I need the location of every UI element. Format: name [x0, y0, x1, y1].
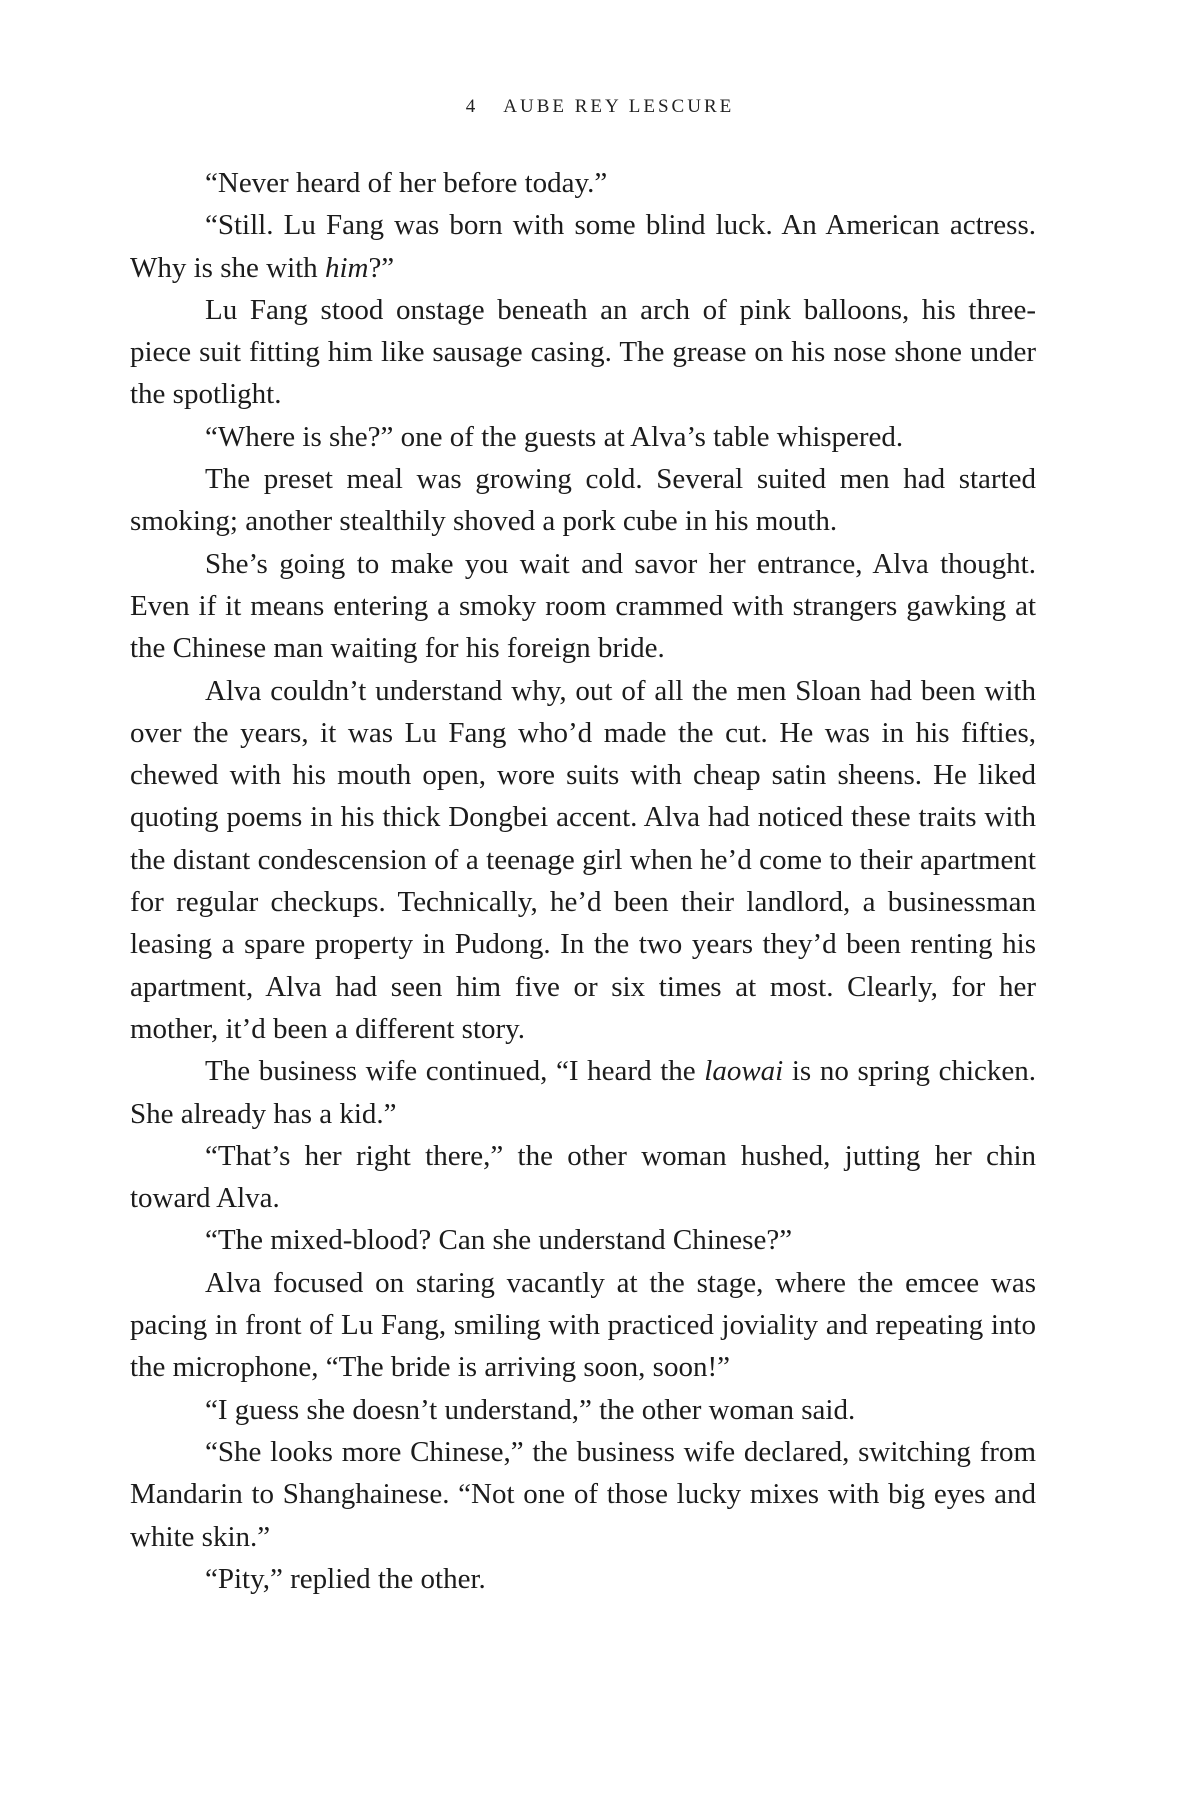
page-number: 4	[465, 96, 476, 117]
paragraph: “Never heard of her before today.”	[205, 167, 608, 199]
italic-term: laowai	[704, 1055, 784, 1088]
paragraph: Alva focused on staring vacantly at the stage, where the emcee was pacing in front of Lu Fang, smiling with practiced joviality and repeating into the microphone, “The bride is arriving soon, soon!”	[130, 1266, 1036, 1384]
running-header	[0, 96, 1200, 118]
running-head-author: AUBE REY LESCURE	[503, 96, 735, 117]
paragraph: “I guess she doesn’t understand,” the other woman said.	[205, 1393, 856, 1426]
paragraph: Alva couldn’t understand why, out of all the men Sloan had been with over the years, it was Lu Fang who’d made the cut. He was in his fifties, chewed with his mouth open, wore suits with cheap satin sheens. He liked quoting poems in his thick Dongbei accent. Alva had noticed these traits with the distant condescension of a teenage girl when he’d come to their apartment for regular checkups. Technically, he’d been their landlord, a businessman leasing a spare property in Pudong. In the two years they’d been renting his apartment, Alva had seen him five or six times at most. Clearly, for her mother, it’d been a different story.	[130, 674, 1036, 1045]
paragraph: “Still. Lu Fang was born with some blind luck. An American actress. Why is she with him?”	[130, 209, 1036, 284]
paragraph: “She looks more Chinese,” the business wife declared, switching from Mandarin to Shanghainese. “Not one of those lucky mixes with big eyes and white skin.”	[130, 1435, 1036, 1553]
paragraph: “The mixed-blood? Can she understand Chinese?”	[205, 1224, 793, 1257]
paragraph: Lu Fang stood onstage beneath an arch of pink balloons, his three-piece suit fitting him like sausage casing. The grease on his nose shone under the spotlight.	[130, 293, 1036, 411]
paragraph: “Pity,” replied the other.	[205, 1562, 486, 1595]
paragraph: The preset meal was growing cold. Several suited men had started smoking; another stealthily shoved a pork cube in his mouth.	[130, 463, 1036, 538]
paragraph: The business wife continued, “I heard the laowai is no spring chicken. She already has a kid.”	[130, 1055, 1037, 1130]
page-body	[130, 162, 1036, 1600]
italic-term: him	[324, 251, 369, 284]
paragraph: “Where is she?” one of the guests at Alva’s table whispered.	[205, 420, 904, 453]
paragraph: “That’s her right there,” the other woman hushed, jutting her chin toward Alva.	[130, 1139, 1036, 1215]
paragraph: She’s going to make you wait and savor her entrance, Alva thought. Even if it means entering a smoky room crammed with strangers gawking at the Chinese man waiting for his foreign bride.	[130, 547, 1036, 665]
